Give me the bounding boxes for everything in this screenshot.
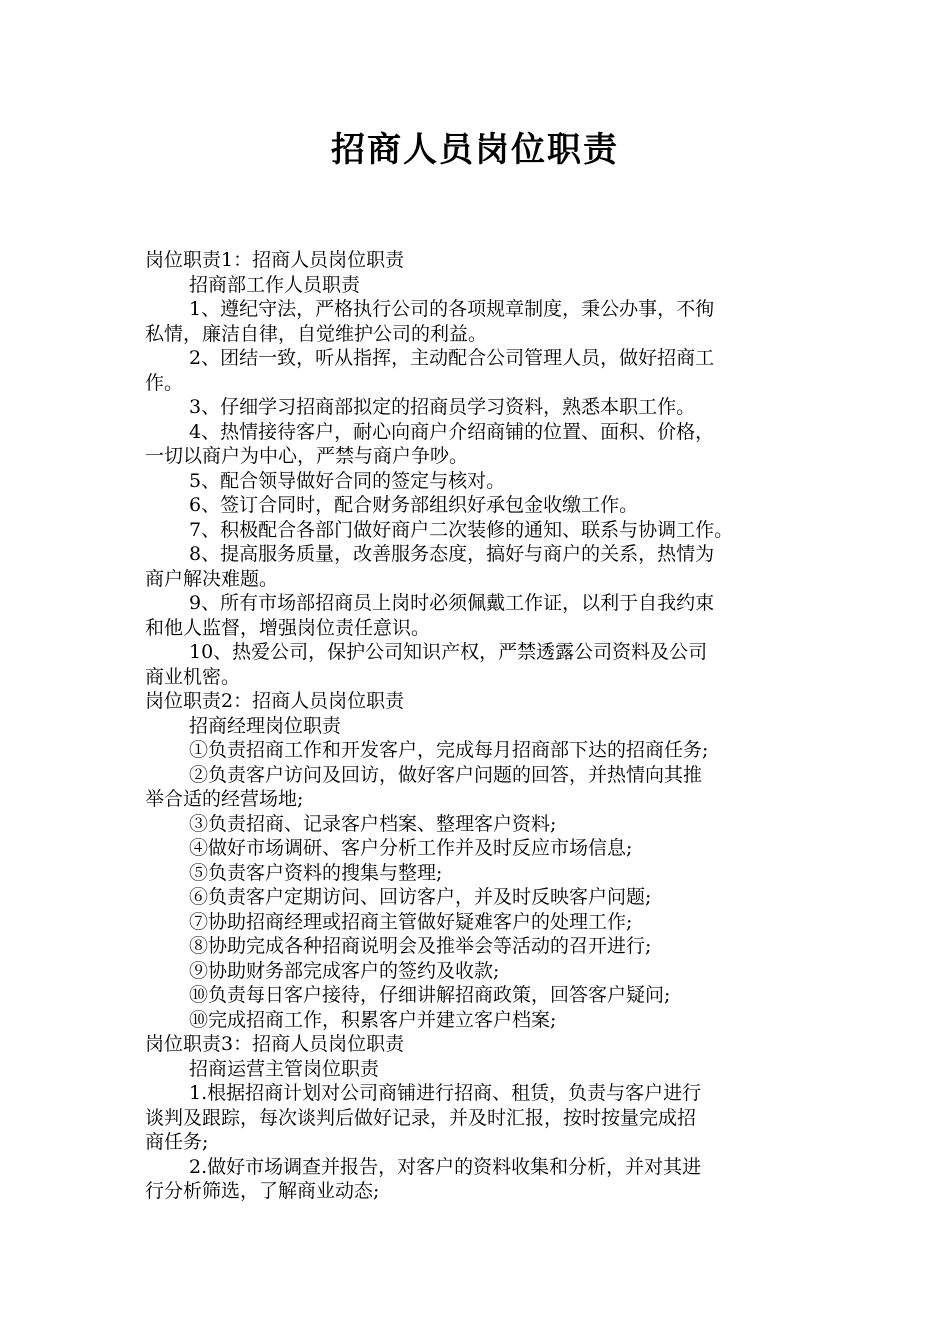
paragraph-line: ⑥负责客户定期访问、回访客户，并及时反映客户问题; — [189, 886, 652, 908]
paragraph-line: ⑦协助招商经理或招商主管做好疑难客户的处理工作; — [189, 910, 633, 933]
paragraph-line: 2、团结一致，听从指挥，主动配合公司管理人员，做好招商工 — [189, 347, 715, 369]
section-heading: 岗位职责3：招商人员岗位职责 — [145, 1033, 405, 1055]
paragraph-continuation: 谈判及跟踪，每次谈判后做好记录，并及时汇报，按时按量完成招 — [145, 1106, 697, 1129]
section-heading: 岗位职责2：招商人员岗位职责 — [145, 690, 405, 712]
paragraph-line: 6、签订合同时，配合财务部组织好承包金收缴工作。 — [189, 494, 639, 516]
paragraph-continuation: 商任务; — [145, 1131, 209, 1153]
paragraph-continuation: 一切以商户为中心，严禁与商户争吵。 — [145, 445, 469, 467]
paragraph-line: 2.做好市场调查并报告，对客户的资料收集和分析，并对其进 — [189, 1155, 702, 1178]
paragraph-line: 1、遵纪守法，严格执行公司的各项规章制度，秉公办事，不徇 — [189, 298, 715, 320]
section-subheading: 招商运营主管岗位职责 — [189, 1057, 380, 1080]
section-subheading: 招商经理岗位职责 — [189, 714, 342, 737]
paragraph-line: 8、提高服务质量，改善服务态度，搞好与商户的关系，热情为 — [189, 543, 715, 565]
paragraph-line: ⑩负责每日客户接待，仔细讲解招商政策，回答客户疑问; — [189, 984, 671, 1006]
paragraph-continuation: 作。 — [145, 371, 184, 394]
document-title: 招商人员岗位职责 — [331, 130, 619, 170]
paragraph-line: 5、配合领导做好合同的签定与核对。 — [189, 469, 506, 492]
paragraph-continuation: 举合适的经营场地; — [145, 788, 304, 810]
paragraph-line: ⑧协助完成各种招商说明会及推举会等活动的召开进行; — [189, 935, 652, 957]
document-body — [145, 248, 810, 1204]
paragraph-continuation: 和他人监督，增强岗位责任意识。 — [145, 616, 431, 639]
paragraph-line: ⑩完成招商工作，积累客户并建立客户档案; — [189, 1008, 557, 1031]
paragraph-line: 10、热爱公司，保护公司知识产权，严禁透露公司资料及公司 — [189, 641, 708, 663]
paragraph-line: ⑤负责客户资料的搜集与整理; — [189, 861, 443, 884]
paragraph-line: ④做好市场调研、客户分析工作并及时反应市场信息; — [189, 837, 633, 859]
paragraph-line: ③负责招商、记录客户档案、整理客户资料; — [189, 812, 557, 835]
paragraph-continuation: 私情，廉洁自律，自觉维护公司的利益。 — [145, 322, 488, 345]
paragraph-line: 1.根据招商计划对公司商铺进行招商、租赁，负责与客户进行 — [189, 1082, 702, 1104]
paragraph-line: 7、积极配合各部门做好商户二次装修的通知、联系与协调工作。 — [189, 518, 734, 541]
paragraph-line: 3、仔细学习招商部拟定的招商员学习资料，熟悉本职工作。 — [189, 396, 696, 418]
section-subheading: 招商部工作人员职责 — [189, 273, 361, 296]
paragraph-continuation: 商业机密。 — [145, 665, 241, 688]
paragraph-line: ②负责客户访问及回访，做好客户问题的回答，并热情向其推 — [189, 763, 703, 786]
paragraph-line: ⑨协助财务部完成客户的签约及收款; — [189, 959, 500, 982]
section-heading: 岗位职责1：招商人员岗位职责 — [145, 249, 405, 271]
paragraph-continuation: 行分析筛选，了解商业动态; — [145, 1180, 380, 1202]
paragraph-line: 9、所有市场部招商员上岗时必须佩戴工作证，以利于自我约束 — [189, 592, 715, 614]
paragraph-line: 4、热情接待客户，耐心向商户介绍商铺的位置、面积、价格， — [189, 420, 715, 443]
paragraph-continuation: 商户解决难题。 — [145, 567, 279, 590]
paragraph-line: ①负责招商工作和开发客户，完成每月招商部下达的招商任务; — [189, 739, 709, 761]
